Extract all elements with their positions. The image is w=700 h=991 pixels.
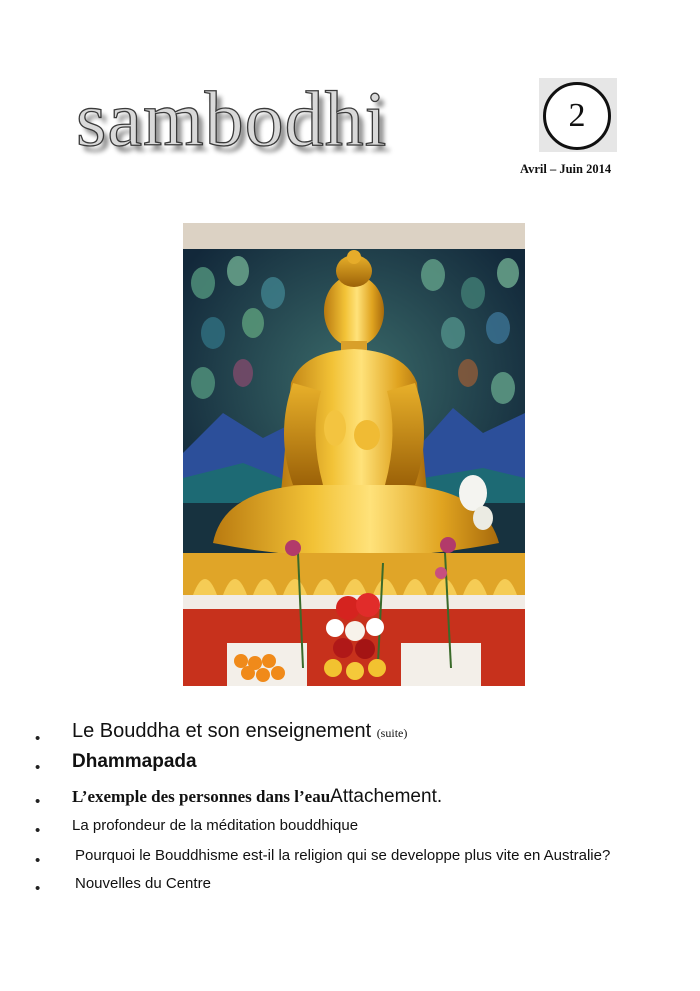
contents-item-text: Nouvelles du Centre <box>75 875 211 892</box>
magazine-title: sambodhi <box>76 75 388 162</box>
contents-item-bold-text: L’exemple des personnes dans l’eau <box>72 787 331 806</box>
cover-photo <box>183 223 525 686</box>
contents-item-text: La profondeur de la méditation bouddhique <box>72 817 359 834</box>
bullet: • <box>35 822 41 839</box>
issue-number-circle: 2 <box>543 82 611 150</box>
bullet: • <box>35 880 41 897</box>
contents-item-text: Dhammapada <box>72 751 197 772</box>
contents-item-text: Attachement. <box>330 786 443 807</box>
contents-item-text: Pourquoi le Bouddhisme est-il la religion qui se developpe plus vite en Australie? <box>75 847 611 864</box>
bullet: • <box>35 759 41 776</box>
contents-item-text: Le Bouddha et son enseignement <box>72 720 377 742</box>
issue-date: Avril – Juin 2014 <box>520 162 612 176</box>
bullet: • <box>35 852 41 869</box>
contents-item-suffix: (suite) <box>376 726 408 740</box>
bullet: • <box>35 793 41 810</box>
bullet: • <box>35 730 41 747</box>
